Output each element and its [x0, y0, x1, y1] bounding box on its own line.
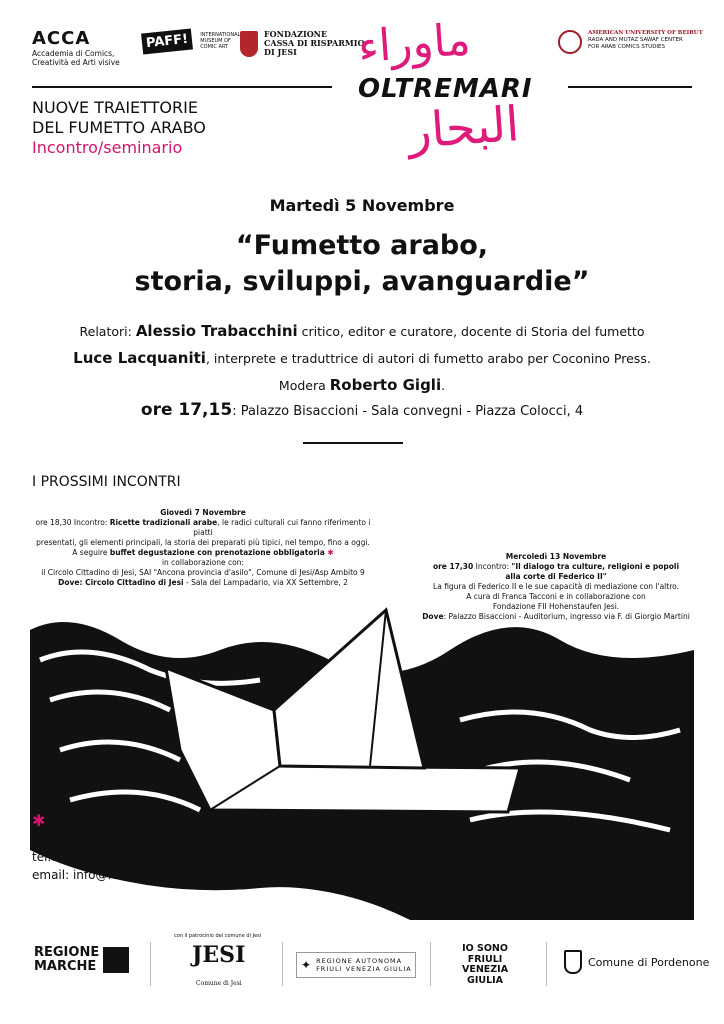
ev1-date: Giovedì 7 Novembre [160, 508, 246, 517]
ev1-l6b: : Circolo Cittadino di Jesi [79, 578, 184, 587]
ev2-l4: A cura di Franca Tacconi e in collaborazione con [466, 592, 646, 601]
ev1-l1a: ore 18,30 Incontro: [35, 518, 110, 527]
moderator-suffix: . [441, 378, 446, 393]
header-rule-right [568, 86, 692, 88]
contact-email[interactable]: email: info@fondazionecrj.it [32, 868, 201, 882]
acca-line2: Creatività ed Arti visive [32, 58, 120, 67]
ev2-l1c: "Il dialogo tra culture, religioni e popoli [511, 562, 680, 571]
brand-arabic-top: ماوراء [356, 14, 473, 73]
aub-name: AMERICAN UNIVERSITY OF BEIRUT [588, 30, 703, 36]
ev1-l1c: , le radici culturali cui fanno riferimento i piatti [193, 518, 371, 537]
paff-mark: PAFF! [141, 28, 193, 54]
ev1-l3b: buffet degustazione con prenotazione obbligatoria [109, 548, 325, 557]
paff-logo [142, 30, 241, 52]
speaker-1-desc: critico, editor e curatore, docente di Storia del fumetto [297, 324, 645, 339]
regione-marche-logo [34, 946, 129, 974]
iosono-l3: VENEZIA [462, 964, 509, 975]
speaker-1 [0, 318, 724, 345]
ev1-l4: in collaborazione con: [161, 558, 245, 567]
iosono-l1: IO SONO [462, 943, 508, 954]
jesi-sub: Comune di Jesi [196, 980, 242, 987]
acca-mark: ACCA [32, 28, 91, 49]
fondazione-logo [240, 30, 364, 57]
pordenone-logo [564, 950, 709, 974]
brand-arabic-bottom: البحار [406, 96, 522, 160]
patrocinio-text: con il patrocinio del comune di Jesi [174, 933, 262, 939]
ev1-l6a: Dove [58, 578, 80, 587]
speaker-prefix: Relatori: [79, 324, 136, 339]
footer-separator [150, 942, 151, 986]
ev1-l6c: - Sala del Lampadario, via XX Settembre, 2 [183, 578, 348, 587]
event-date: Martedì 5 Novembre [269, 196, 455, 215]
contact-line1: info / Segreteria [32, 832, 129, 846]
contact-info [32, 812, 200, 884]
shield-icon [240, 31, 258, 57]
ev2-l1a: ore 17,30 [432, 562, 474, 571]
ev1-l5: il Circolo Cittadino di Jesi, SAI "Ancona provincia d'asilo", Comune di Jesi/Asp Ambito 9 [41, 568, 365, 577]
header-rule-left [32, 86, 332, 88]
brand-name: OLTREMARI [358, 74, 533, 104]
eagle-icon: ✦ [301, 958, 312, 972]
footer-separator [430, 942, 431, 986]
footer-separator [546, 942, 547, 986]
moderator [0, 372, 724, 399]
io-sono-fvg-logo [462, 944, 508, 986]
paff-sub: INTERNATIONAL MUSEUM OF COMIC ART [200, 31, 241, 50]
event-place: : Palazzo Bisaccioni - Sala convegni - Piazza Colocci, 4 [232, 404, 584, 419]
ev2-l3: La figura di Federico II e le sue capacità di mediazione con l'altro. [433, 582, 679, 591]
ev2-l6a: Dove [422, 612, 444, 621]
aub-line2: FOR ARAB COMICS STUDIES [588, 44, 666, 50]
ev2-l6b: : Palazzo Bisaccioni - Auditorium, ingresso via F. di Giorgio Martini [443, 612, 690, 621]
moderator-prefix: Modera [278, 378, 330, 393]
ev2-l5: Fondazione FII Hohenstaufen Jesi. [492, 602, 620, 611]
contact-phone: tel.: +39 0731 207523 [32, 850, 169, 864]
aub-line1: RADA AND MUTAZ SAWAF CENTER [588, 37, 683, 43]
ev1-l1b: Ricette tradizionali arabe [109, 518, 218, 527]
iosono-l4: GIULIA [467, 974, 504, 986]
ev1-l2: presentati, gli elementi principali, la storia dei preparati più tipici, nel tempo, fino a oggi. [36, 538, 370, 547]
header-line3: Incontro/seminario [32, 138, 183, 157]
asterisk-icon: ✱ [324, 548, 334, 557]
header-line1: NUOVE TRAIETTORIE [32, 98, 198, 117]
asterisk-icon: ✱ [32, 811, 46, 830]
ev2-date: Mercoledì 13 Novembre [505, 552, 607, 561]
iosono-l2: FRIULI [467, 953, 503, 965]
acca-logo [32, 28, 120, 67]
regione-line2: MARCHE [34, 959, 97, 974]
fondazione-line1: FONDAZIONE [264, 29, 328, 39]
crest-icon [564, 950, 582, 974]
ev2-l2: alla corte di Federico II" [505, 572, 607, 581]
moderator-name: Roberto Gigli [329, 376, 442, 394]
jesi-mark: JESI [192, 942, 246, 968]
event-title [0, 228, 724, 300]
header-block [32, 98, 206, 158]
fvg-logo [296, 952, 416, 978]
speaker-2-name: Luce Lacquaniti [73, 349, 206, 367]
speaker-1-name: Alessio Trabacchini [135, 322, 298, 340]
upcoming-heading: I PROSSIMI INCONTRI [32, 474, 181, 490]
ev2-l1b: Incontro: [473, 562, 512, 571]
regione-emblem-icon [103, 947, 129, 973]
event-time-place [0, 400, 724, 420]
divider [303, 442, 403, 444]
fondazione-line2: CASSA DI RISPARMIO [264, 38, 365, 48]
fvg-line1: REGIONE AUTONOMA [316, 957, 403, 965]
seal-icon [558, 30, 582, 54]
upcoming-event-1 [30, 508, 376, 588]
boat-sail [274, 610, 424, 768]
fondazione-line3: DI JESI [264, 47, 297, 57]
footer-separator [282, 942, 283, 986]
event-title-line1: “Fumetto arabo, [235, 230, 489, 261]
event-time: ore 17,15 [140, 400, 233, 420]
speakers [0, 318, 724, 399]
fvg-line2: FRIULI VENEZIA GIULIA [316, 965, 412, 973]
speaker-2-desc: , interprete e traduttrice di autori di fumetto arabo per Coconino Press. [205, 351, 651, 366]
regione-line1: REGIONE [34, 945, 100, 960]
pordenone-text: Comune di Pordenone [588, 955, 710, 969]
acca-line1: Accademia di Comics, [32, 49, 115, 58]
aub-logo [558, 30, 708, 54]
speaker-2 [0, 345, 724, 372]
ev1-l3a: A seguire [72, 548, 110, 557]
header-line2: DEL FUMETTO ARABO [32, 118, 206, 137]
event-title-line2: storia, sviluppi, avanguardie” [134, 266, 590, 297]
